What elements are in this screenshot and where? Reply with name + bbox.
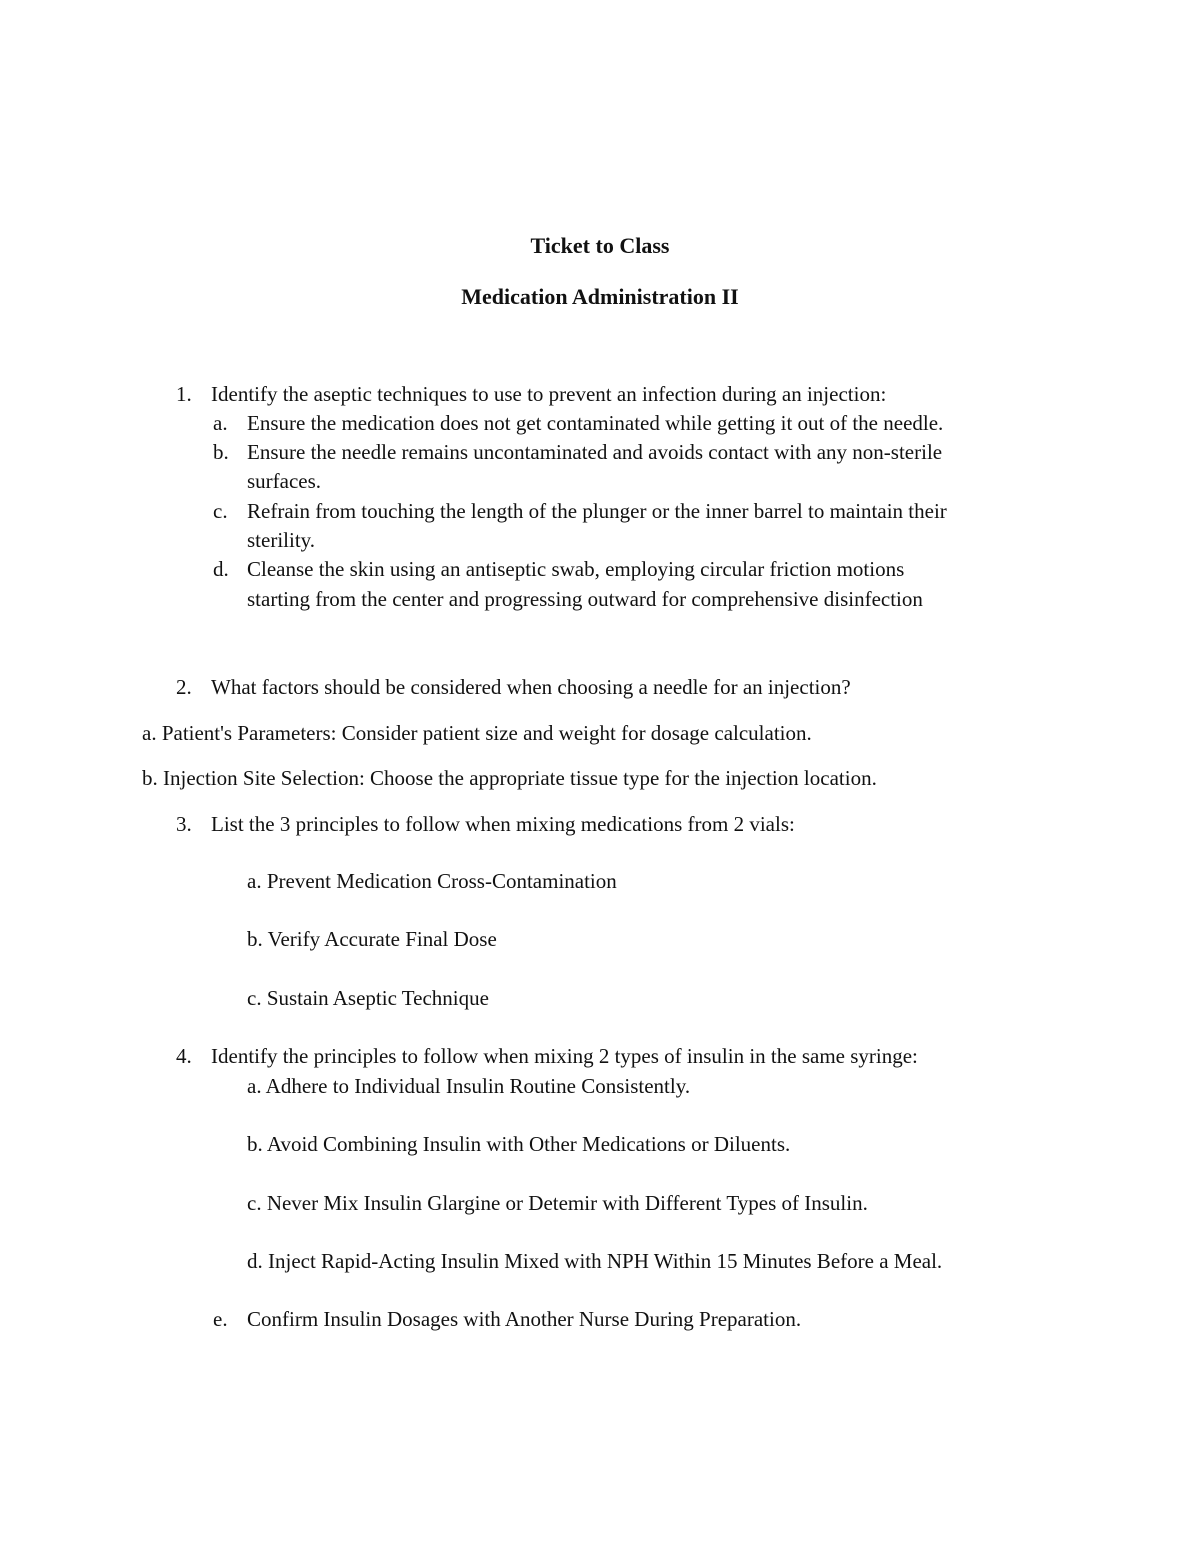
q4-item-c: c. Never Mix Insulin Glargine or Detemir with Different Types of Insulin. xyxy=(247,1191,868,1215)
q1-item-a-marker: a. xyxy=(213,411,228,435)
q1-item-d-text-cont: starting from the center and progressing outward for comprehensive disinfection xyxy=(247,587,923,611)
q1-item-b-text: Ensure the needle remains uncontaminated and avoids contact with any non-sterile xyxy=(247,440,943,464)
question-3-text: List the 3 principles to follow when mixing medications from 2 vials: xyxy=(211,812,795,836)
q1-item-c-text-cont: sterility. xyxy=(247,528,316,552)
q1-item-a-text: Ensure the medication does not get contaminated while getting it out of the needle. xyxy=(247,411,944,435)
question-2-text: What factors should be considered when choosing a needle for an injection? xyxy=(211,675,851,699)
q4-item-d: d. Inject Rapid-Acting Insulin Mixed with NPH Within 15 Minutes Before a Meal. xyxy=(247,1249,943,1273)
q4-item-a: a. Adhere to Individual Insulin Routine Consistently. xyxy=(247,1074,691,1098)
q3-item-a: a. Prevent Medication Cross-Contamination xyxy=(247,869,617,893)
question-4-text: Identify the principles to follow when mixing 2 types of insulin in the same syringe: xyxy=(211,1044,918,1068)
q2-item-a: a. Patient's Parameters: Consider patient size and weight for dosage calculation. xyxy=(142,721,812,745)
q3-item-b: b. Verify Accurate Final Dose xyxy=(247,927,497,951)
question-2-number: 2. xyxy=(176,675,192,699)
document-subtitle: Medication Administration II xyxy=(461,284,739,309)
q1-item-b-text-cont: surfaces. xyxy=(247,469,322,493)
q1-item-d-text: Cleanse the skin using an antiseptic swab, employing circular friction motions xyxy=(247,557,905,581)
q1-item-c-text: Refrain from touching the length of the plunger or the inner barrel to maintain their xyxy=(247,499,947,523)
document-title: Ticket to Class xyxy=(530,233,670,258)
question-4-number: 4. xyxy=(176,1044,192,1068)
question-3-number: 3. xyxy=(176,812,192,836)
q1-item-c-marker: c. xyxy=(213,499,228,523)
question-1-number: 1. xyxy=(176,382,192,406)
q4-item-b: b. Avoid Combining Insulin with Other Medications or Diluents. xyxy=(247,1132,791,1156)
question-1-text: Identify the aseptic techniques to use to prevent an infection during an injection: xyxy=(211,382,887,406)
q4-item-e-text: Confirm Insulin Dosages with Another Nurse During Preparation. xyxy=(247,1307,802,1331)
q1-item-d-marker: d. xyxy=(213,557,229,581)
q3-item-c: c. Sustain Aseptic Technique xyxy=(247,986,489,1010)
q4-item-e-marker: e. xyxy=(213,1307,228,1331)
q1-item-b-marker: b. xyxy=(213,440,229,464)
q2-item-b: b. Injection Site Selection: Choose the appropriate tissue type for the injection location. xyxy=(142,766,877,790)
